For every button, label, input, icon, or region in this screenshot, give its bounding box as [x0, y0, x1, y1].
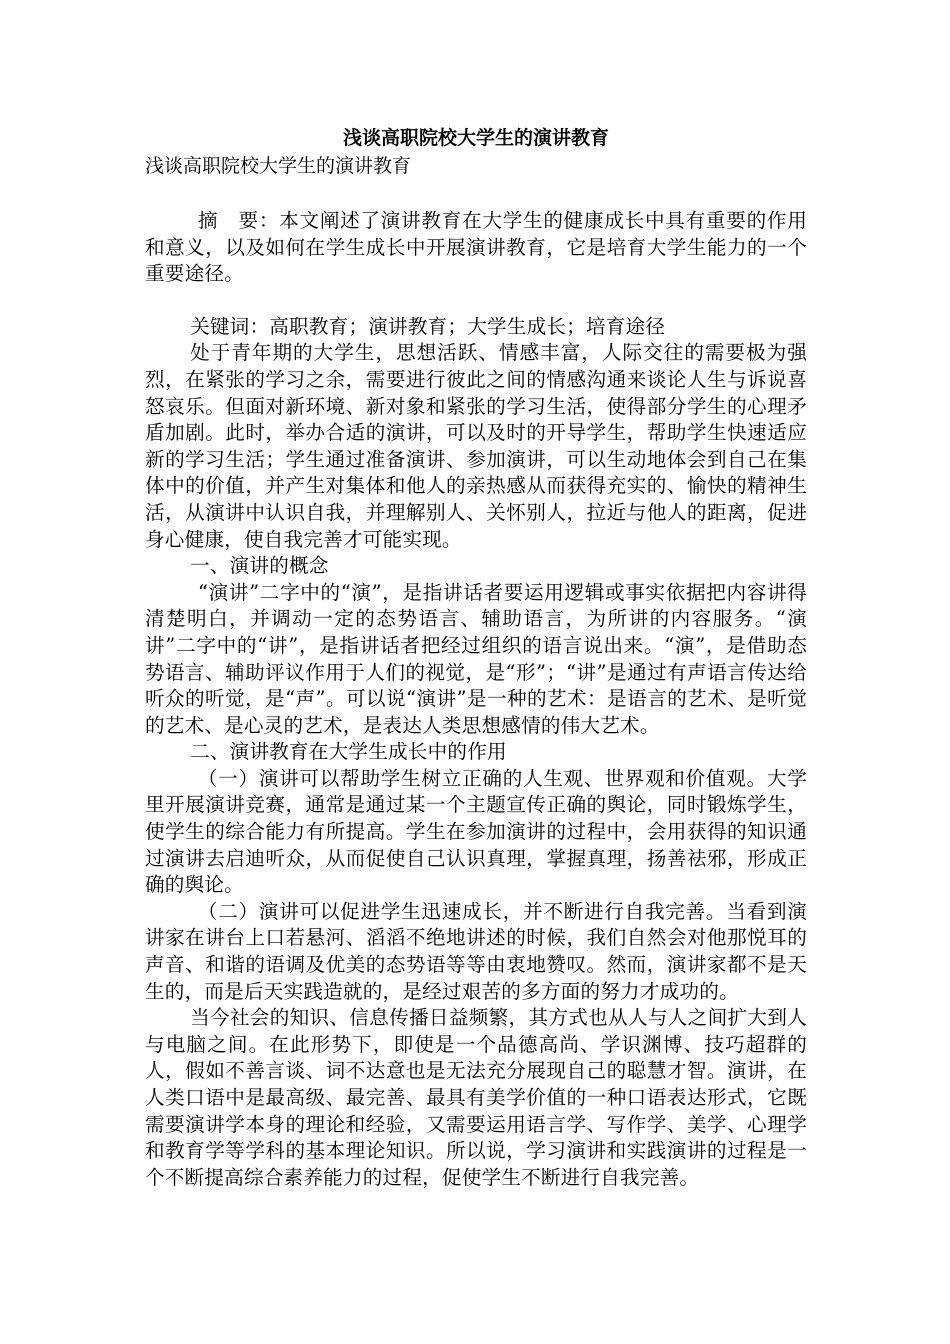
spacer	[145, 288, 807, 314]
section2-heading: 二、演讲教育在大学生成长中的作用	[190, 740, 507, 764]
section1-heading: 一、演讲的概念	[190, 554, 329, 578]
document-subtitle: 浅谈高职院校大学生的演讲教育	[145, 155, 412, 177]
section2-paragraph-2: （二）演讲可以促进学生迅速成长，并不断进行自我完善。当看到演讲家在讲台上口若悬河、滔滔不绝地讲述的时候，我们自然会对他那悦耳的声音、和谐的语调及优美的态势语等等由衷地赞叹。然而，演讲家都不是天生的，而是后天实践造就的，是经过艰苦的多方面的努力才成功的。	[145, 899, 807, 1003]
intro-paragraph: 处于青年期的大学生，思想活跃、情感丰富，人际交往的需要极为强烈，在紧张的学习之余，需要进行彼此之间的情感沟通来谈论人生与诉说喜怒哀乐。但面对新环境、新对象和紧张的学习生活，使得部分学生的心理矛盾加剧。此时，举办合适的演讲，可以及时的开导学生，帮助学生快速适应新的学习生活；学生通过准备演讲、参加演讲，可以生动地体会到自己在集体中的价值，并产生对集体和他人的亲热感从而获得充实的、愉快的精神生活，从演讲中认识自我，并理解别人、关怀别人，拉近与他人的距离，促进身心健康，使自我完善才可能实现。	[145, 341, 807, 551]
section1-paragraph: “演讲”二字中的“演”，是指讲话者要运用逻辑或事实依据把内容讲得清楚明白，并调动一定的态势语言、辅助语言，为所讲的内容服务。“演讲”二字中的“讲”，是指讲话者把经过组织的语言说出来。“演”，是借助态势语言、辅助评议作用于人们的视觉，是“形”；“讲”是通过有声语言传达给听众的听觉，是“声”。可以说“演讲”是一种的艺术：是语言的艺术、是听觉的艺术、是心灵的艺术，是表达人类思想感情的伟大艺术。	[145, 580, 807, 737]
spacer	[145, 180, 807, 208]
section2-paragraph-1: （一）演讲可以帮助学生树立正确的人生观、世界观和价值观。大学里开展演讲竞赛，通常是通过某一个主题宣传正确的舆论，同时锻炼学生，使学生的综合能力有所提高。学生在参加演讲的过程中，会用获得的知识通过演讲去启迪听众，从而促使自己认识真理，掌握真理，扬善祛邪，形成正确的舆论。	[145, 766, 807, 897]
abstract-paragraph: 摘 要：本文阐述了演讲教育在大学生的健康成长中具有重要的作用和意义，以及如何在学生成长中开展演讲教育，它是培育大学生能力的一个重要途径。	[145, 209, 807, 286]
keywords-line: 关键词：高职教育；演讲教育；大学生成长；培育途径	[190, 314, 666, 338]
section2-paragraph-3: 当今社会的知识、信息传播日益频繁，其方式也从人与人之间扩大到人与电脑之间。在此形势下，即使是一个品德高尚、学识渊博、技巧超群的人，假如不善言谈、词不达意也是无法充分展现自己的聪慧才智。演讲，在人类口语中是最高级、最完善、最具有美学价值的一种口语表达形式，它既需要演讲学本身的理论和经验，又需要运用语言学、写作学、美学、心理学和教育学等学科的基本理论知识。所以说，学习演讲和实践演讲的过程是一个不断提高综合素养能力的过程，促使学生不断进行自我完善。	[145, 1006, 807, 1189]
document-title: 浅谈高职院校大学生的演讲教育	[342, 127, 609, 149]
document-page	[145, 124, 807, 1191]
